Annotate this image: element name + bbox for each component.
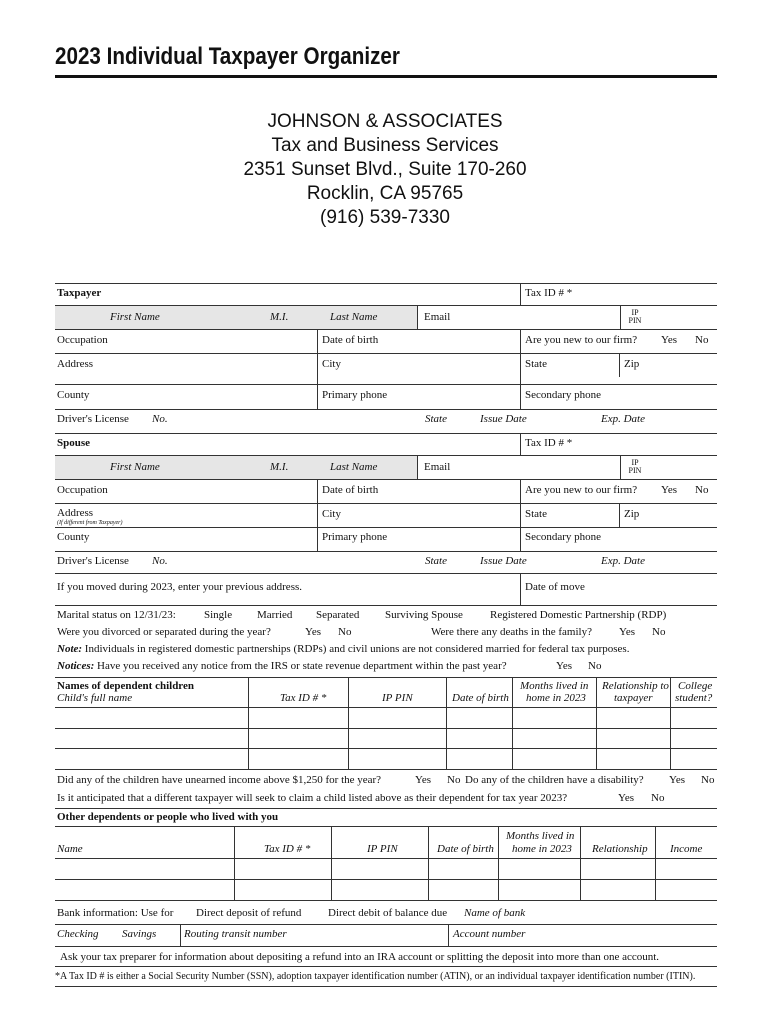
- dep-ip-pin-label: IP PIN: [382, 692, 413, 704]
- spouse-dl-issue-date-label[interactable]: Issue Date: [480, 555, 527, 567]
- deaths-yes[interactable]: Yes: [619, 626, 636, 638]
- others-months-label-1: Months lived in: [506, 830, 575, 842]
- dependent-row-3[interactable]: [55, 748, 717, 749]
- divider: [520, 329, 521, 409]
- divider: [348, 677, 349, 769]
- spouse-address-label[interactable]: Address: [57, 507, 94, 519]
- divider: [520, 433, 521, 455]
- note-line: [57, 643, 629, 655]
- spouse-first-name-label[interactable]: First Name: [110, 461, 160, 473]
- notices-label: Notices:: [57, 660, 95, 672]
- direct-debit-option[interactable]: Direct debit of balance due: [328, 907, 448, 919]
- rule: [55, 353, 717, 354]
- rule: [55, 826, 717, 827]
- zip-label[interactable]: Zip: [624, 358, 640, 370]
- others-name-label: Name: [57, 843, 83, 855]
- rule: [55, 924, 717, 925]
- firm-phone: (916) 539-7330: [320, 207, 450, 228]
- divider: [446, 677, 447, 769]
- spouse-email-label[interactable]: Email: [424, 461, 451, 473]
- divider: [655, 826, 656, 900]
- note-text: Individuals in registered domestic partnerships (RDPs) and civil unions are not considered married for federal tax purposes.: [84, 643, 630, 655]
- rule: [55, 479, 717, 480]
- spouse-new-firm-question: Are you new to our firm?: [525, 484, 638, 496]
- dl-state-label[interactable]: State: [425, 413, 447, 425]
- disability-question: Do any of the children have a disability?: [465, 774, 644, 786]
- spouse-city-label[interactable]: City: [322, 508, 341, 520]
- spouse-new-firm-no[interactable]: No: [695, 484, 709, 496]
- city-label[interactable]: City: [322, 358, 341, 370]
- rule: [55, 551, 717, 552]
- rule: [55, 384, 717, 385]
- routing-number-label[interactable]: Routing transit number: [184, 928, 287, 940]
- divider: [417, 455, 418, 479]
- dep-dob-label: Date of birth: [452, 692, 509, 704]
- divider: [596, 677, 597, 769]
- notices-line: [57, 660, 507, 672]
- divider: [620, 455, 621, 479]
- notices-yes[interactable]: Yes: [556, 660, 573, 672]
- dependents-heading: Names of dependent children: [57, 680, 194, 692]
- taxpayer-top-rule: [55, 283, 717, 284]
- firm-name: JOHNSON & ASSOCIATES: [267, 111, 503, 132]
- firm-tagline: Tax and Business Services: [271, 135, 499, 156]
- taxpayer-tax-id-label[interactable]: Tax ID # *: [525, 287, 573, 299]
- marital-label: Marital status on 12/31/23:: [57, 609, 176, 621]
- claim-no[interactable]: No: [651, 792, 665, 804]
- title-rule: [55, 75, 717, 78]
- rule: [55, 966, 717, 967]
- deaths-no[interactable]: No: [652, 626, 666, 638]
- divider: [417, 305, 418, 329]
- date-of-move-label[interactable]: Date of move: [525, 581, 585, 593]
- spouse-dob-label[interactable]: Date of birth: [322, 484, 379, 496]
- divider: [317, 329, 318, 409]
- spouse-mi-label[interactable]: M.I.: [270, 461, 289, 473]
- firm-city: Rocklin, CA 95765: [306, 183, 464, 204]
- new-firm-no[interactable]: No: [695, 334, 709, 346]
- divider: [620, 305, 621, 329]
- note-label: Note:: [57, 643, 83, 655]
- dob-label[interactable]: Date of birth: [322, 334, 379, 346]
- marital-married[interactable]: Married: [257, 609, 293, 621]
- other-row-3[interactable]: [55, 900, 717, 901]
- spouse-dl-exp-date-label[interactable]: Exp. Date: [601, 555, 645, 567]
- divider: [248, 677, 249, 769]
- unearned-question: Did any of the children have unearned income above $1,250 for the year?: [57, 774, 382, 786]
- divider: [234, 826, 235, 900]
- rule: [55, 605, 717, 606]
- rule: [55, 503, 717, 504]
- rule: [55, 433, 717, 434]
- divider: [428, 826, 429, 900]
- address-label[interactable]: Address: [57, 358, 94, 370]
- divorced-question: Were you divorced or separated during the year?: [57, 626, 271, 638]
- dl-issue-date-label[interactable]: Issue Date: [480, 413, 527, 425]
- checking-option[interactable]: Checking: [57, 928, 99, 940]
- disability-yes[interactable]: Yes: [669, 774, 686, 786]
- rule: [55, 946, 717, 947]
- others-income-label: Income: [670, 843, 703, 855]
- unearned-no[interactable]: No: [447, 774, 461, 786]
- first-name-label[interactable]: First Name: [110, 311, 160, 323]
- spouse-heading: Spouse: [57, 437, 91, 449]
- disability-no[interactable]: No: [701, 774, 715, 786]
- spouse-tax-id-label[interactable]: Tax ID # *: [525, 437, 573, 449]
- childs-name-label: Child's full name: [57, 692, 133, 704]
- spouse-new-firm-yes[interactable]: Yes: [661, 484, 678, 496]
- spouse-dl-label: Driver's License: [57, 555, 129, 567]
- ira-note: Ask your tax preparer for information about depositing a refund into an IRA account or splitting the deposit into more than one account.: [60, 951, 660, 963]
- marital-surviving-spouse[interactable]: Surviving Spouse: [385, 609, 463, 621]
- divorced-yes[interactable]: Yes: [305, 626, 322, 638]
- dl-no-label[interactable]: No.: [152, 413, 168, 425]
- bank-use-for-label: Bank information: Use for: [57, 907, 174, 919]
- email-label[interactable]: Email: [424, 311, 451, 323]
- page-title: 2023 Individual Taxpayer Organizer: [55, 43, 400, 70]
- moved-question[interactable]: If you moved during 2023, enter your previous address.: [57, 581, 303, 593]
- others-months-label-2: home in 2023: [512, 843, 572, 855]
- spouse-dl-state-label[interactable]: State: [425, 555, 447, 567]
- dep-months-label-1: Months lived in: [520, 680, 589, 692]
- others-heading: Other dependents or people who lived with you: [57, 811, 279, 823]
- deaths-question: Were there any deaths in the family?: [431, 626, 592, 638]
- divider: [520, 283, 521, 305]
- others-relationship-label: Relationship: [592, 843, 648, 855]
- primary-phone-label[interactable]: Primary phone: [322, 389, 388, 401]
- divider: [619, 353, 620, 377]
- spouse-ip-pin-label[interactable]: IP PIN: [628, 458, 642, 475]
- spouse-state-label[interactable]: State: [525, 508, 547, 520]
- others-dob-label: Date of birth: [437, 843, 494, 855]
- notices-no[interactable]: No: [588, 660, 602, 672]
- dep-tax-id-label: Tax ID # *: [280, 692, 327, 704]
- divider: [580, 826, 581, 900]
- firm-street: 2351 Sunset Blvd., Suite 170-260: [243, 159, 527, 180]
- dep-months-label-2: home in 2023: [526, 692, 586, 704]
- rule: [55, 527, 717, 528]
- marital-rdp[interactable]: Registered Domestic Partnership (RDP): [490, 609, 667, 621]
- savings-option[interactable]: Savings: [122, 928, 157, 940]
- account-number-label[interactable]: Account number: [453, 928, 526, 940]
- rule: [55, 573, 717, 574]
- unearned-yes[interactable]: Yes: [415, 774, 432, 786]
- footnote: *A Tax ID # is either a Social Security Number (SSN), adoption taxpayer identification number (ATIN), or an individual taxpayer identification number (ITIN).: [55, 971, 696, 982]
- taxpayer-heading: Taxpayer: [57, 287, 102, 299]
- others-tax-id-label: Tax ID # *: [264, 843, 311, 855]
- claim-question: Is it anticipated that a different taxpayer will seek to claim a child listed above as their dependent for tax year 2023?: [57, 792, 568, 804]
- other-row-2[interactable]: [55, 879, 717, 880]
- divorced-no[interactable]: No: [338, 626, 352, 638]
- dependent-row-2[interactable]: [55, 728, 717, 729]
- claim-yes[interactable]: Yes: [618, 792, 635, 804]
- spouse-occupation-label[interactable]: Occupation: [57, 484, 108, 496]
- rule: [55, 677, 717, 678]
- divider: [619, 503, 620, 527]
- dep-relationship-label-1: Relationship to: [602, 680, 669, 692]
- other-row-1[interactable]: [55, 858, 717, 859]
- divider: [331, 826, 332, 900]
- bank-name-label[interactable]: Name of bank: [464, 907, 526, 919]
- divider: [180, 924, 181, 946]
- dependent-row-1[interactable]: [55, 707, 717, 708]
- spouse-address-note: (If different from Taxpayer): [57, 520, 123, 526]
- rule: [55, 986, 717, 987]
- marital-single[interactable]: Single: [204, 609, 233, 621]
- new-firm-question: Are you new to our firm?: [525, 334, 638, 346]
- direct-deposit-option[interactable]: Direct deposit of refund: [196, 907, 302, 919]
- last-name-label[interactable]: Last Name: [330, 311, 378, 323]
- spouse-dl-no-label[interactable]: No.: [152, 555, 168, 567]
- dl-exp-date-label[interactable]: Exp. Date: [601, 413, 645, 425]
- dep-college-label-2: student?: [675, 692, 713, 704]
- mi-label[interactable]: M.I.: [270, 311, 289, 323]
- divider: [520, 479, 521, 551]
- divider: [317, 479, 318, 551]
- spouse-secondary-phone-label[interactable]: Secondary phone: [525, 531, 602, 543]
- dependent-row-4[interactable]: [55, 769, 717, 770]
- state-label[interactable]: State: [525, 358, 547, 370]
- marital-separated[interactable]: Separated: [316, 609, 360, 621]
- new-firm-yes[interactable]: Yes: [661, 334, 678, 346]
- rule: [55, 329, 717, 330]
- divider: [520, 573, 521, 605]
- dep-college-label-1: College: [678, 680, 713, 692]
- county-label[interactable]: County: [57, 389, 90, 401]
- spouse-zip-label[interactable]: Zip: [624, 508, 640, 520]
- divider: [448, 924, 449, 946]
- occupation-label[interactable]: Occupation: [57, 334, 108, 346]
- ip-pin-label[interactable]: IP PIN: [628, 308, 642, 325]
- rule: [55, 409, 717, 410]
- notices-text: Have you received any notice from the IRS or state revenue department within the past year?: [97, 660, 507, 672]
- spouse-county-label[interactable]: County: [57, 531, 90, 543]
- dep-relationship-label-2: taxpayer: [614, 692, 653, 704]
- rule: [55, 455, 717, 456]
- rule: [55, 808, 717, 809]
- dl-label: Driver's License: [57, 413, 129, 425]
- divider: [512, 677, 513, 769]
- others-ip-pin-label: IP PIN: [367, 843, 398, 855]
- secondary-phone-label[interactable]: Secondary phone: [525, 389, 602, 401]
- divider: [498, 826, 499, 900]
- divider: [670, 677, 671, 769]
- spouse-last-name-label[interactable]: Last Name: [330, 461, 378, 473]
- rule: [55, 305, 717, 306]
- spouse-primary-phone-label[interactable]: Primary phone: [322, 531, 388, 543]
- firm-header: [0, 110, 770, 230]
